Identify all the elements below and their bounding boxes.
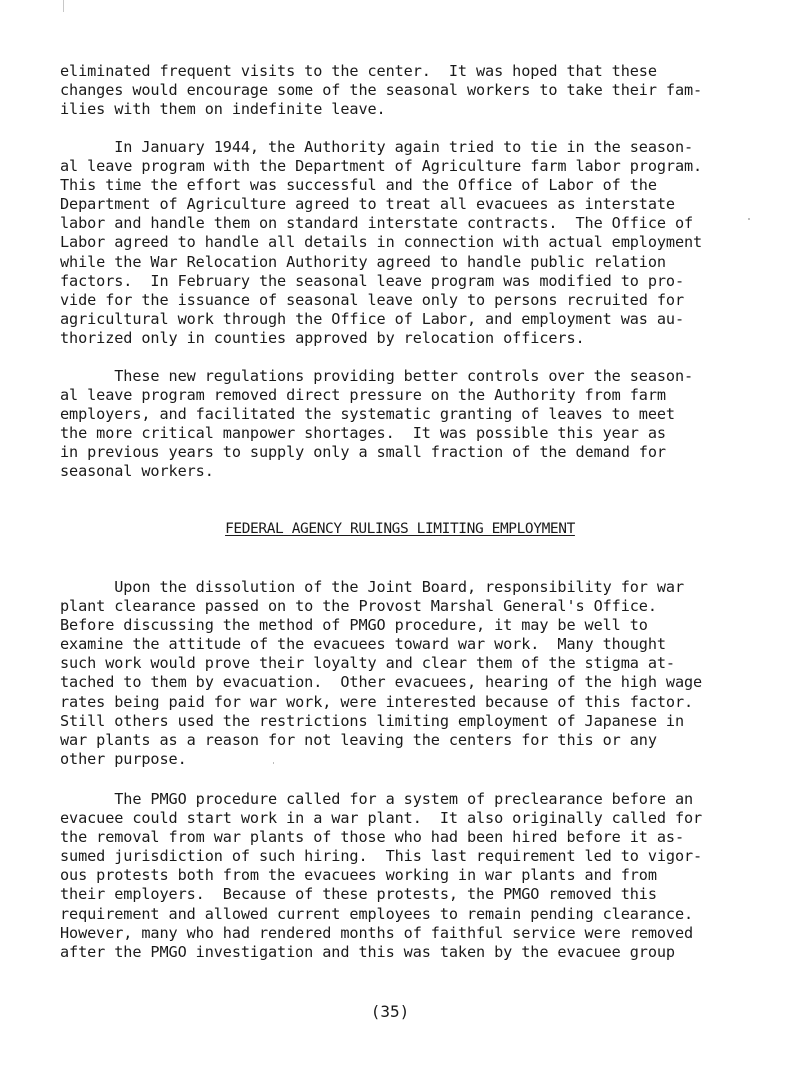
paragraph-2: In January 1944, the Authority again tried to tie in the season- al leave program with the Department of Agriculture farm labor program. This time the effort was successful and the Office of Labor of the Department of Agriculture agreed to treat all evacuees as interstate labor and handle them on standard interstate contracts. The Office of Labor agreed to handle all details in connection with actual employment while the War Relocation Authority agreed to handle public relation factors. In February the seasonal leave program was modified to pro- vide for the issuance of seasonal leave only to persons recruited for agricultural work through the Office of Labor, and employment was au- thorized only in counties approved by relocation officers. [60,138,703,347]
section-heading: FEDERAL AGENCY RULINGS LIMITING EMPLOYMENT [225,521,575,537]
paragraph-1: eliminated frequent visits to the center. It was hoped that these changes would encourage some of the seasonal workers to take their fam- ilies with them on indefinite leave. [60,62,703,119]
paragraph-5: The PMGO procedure called for a system of preclearance before an evacuee could start work in a war plant. It also originally called for the removal from war plants of those who had been hired before it as- sumed jurisdiction of such hiring. This last requirement led to vigor- ous protests both from the evacuees working in war plants and from their employers. Because of these protests, the PMGO removed this requirement and allowed current employees to remain pending clearance. However, many who had rendered months of faithful service were removed after the PMGO investigation and this was taken by the evacuee group [60,790,703,961]
paragraph-3: These new regulations providing better controls over the season- al leave program removed direct pressure on the Authority from farm employers, and facilitated the systematic granting of leaves to meet the more critical manpower shortages. It was possible this year as in previous years to supply only a small fraction of the demand for seasonal workers. [60,367,694,481]
scan-margin-mark [63,0,64,12]
paragraph-4: Upon the dissolution of the Joint Board, responsibility for war plant clearance passed on to the Provost Marshal General's Office. Before discussing the method of PMGO procedure, it may be well to examine the attitude of the evacuees toward war work. Many thought such work would prove their loyalty and clear them of the stigma at- tached to them by evacuation. Other evacuees, hearing of the high wage rates being paid for war work, were interested because of this factor. Still others used the restrictions limiting employment of Japanese in war plants as a reason for not leaving the centers for this or any other purpose. [60,578,703,768]
page-number: (35) [370,1002,410,1021]
scan-speck [748,218,750,220]
